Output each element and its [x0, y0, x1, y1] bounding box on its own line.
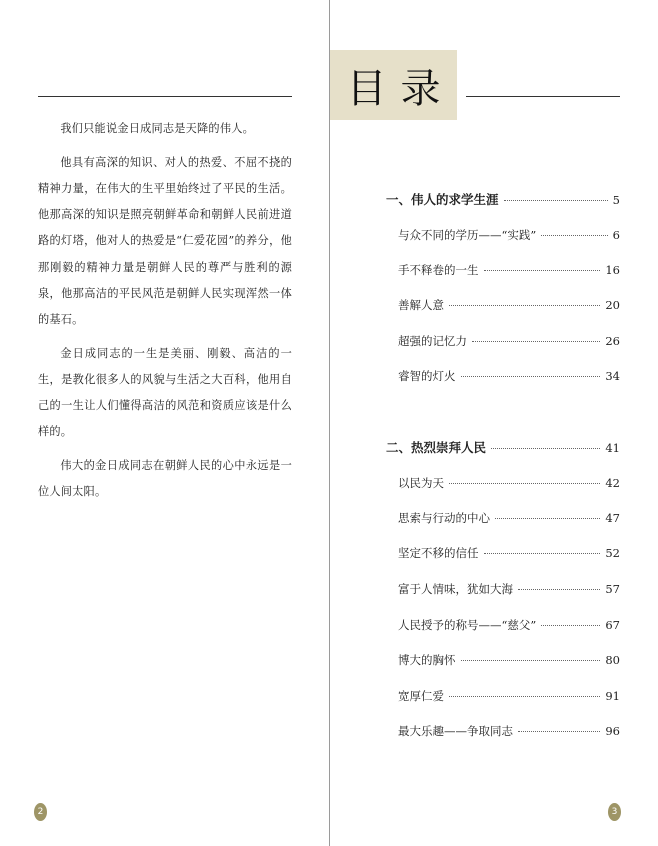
toc-entry-label: 善解人意: [398, 298, 444, 312]
toc-entry-label: 博大的胸怀: [398, 653, 456, 667]
toc-chapter-2[interactable]: [386, 438, 620, 456]
toc-entry[interactable]: [398, 617, 620, 633]
toc-leader-dots: [541, 625, 600, 626]
intro-paragraph-2: 他具有高深的知识、对人的热爱、不屈不挠的精神力量，在伟大的生平里始终过了平民的生活。他那高深的知识是照亮朝鲜革命和朝鲜人民前进道路的灯塔，他对人的热爱是“仁爱花园”的养分，他那刚毅的精神力量是朝鲜人民的尊严与胜利的源泉，他那高洁的平民风范是朝鲜人民实现浑然一体的基石。: [38, 155, 292, 326]
toc-entry[interactable]: [398, 297, 620, 313]
toc-entry-label: 富于人情味，犹如大海: [398, 582, 513, 596]
toc-leader-dots: [504, 200, 608, 201]
toc-chapter-label: 二、热烈崇拜人民: [386, 440, 487, 455]
toc-entry[interactable]: [398, 652, 620, 668]
toc-entry-label: 超强的记忆力: [398, 334, 467, 348]
toc-leader-dots: [449, 483, 600, 484]
toc-page-number: 5: [612, 193, 620, 207]
toc-page-number: 20: [605, 298, 620, 312]
toc-entry[interactable]: [398, 723, 620, 739]
toc-page-number: 47: [605, 511, 620, 525]
toc-entry-label: 宽厚仁爱: [398, 689, 444, 703]
intro-text: [38, 116, 292, 513]
toc-leader-dots: [461, 660, 601, 661]
toc-entry[interactable]: [398, 581, 620, 597]
toc-entry[interactable]: [398, 545, 620, 561]
left-page-number: 2: [34, 803, 47, 821]
toc-entry[interactable]: [398, 333, 620, 349]
toc-entry-label: 人民授予的称号——“慈父”: [398, 618, 537, 632]
toc-chapter-label: 一、伟人的求学生涯: [386, 192, 499, 207]
toc-leader-dots: [484, 270, 601, 271]
toc-leader-dots: [484, 553, 601, 554]
right-page-number: 3: [608, 803, 621, 821]
toc-page-number: 57: [605, 582, 620, 596]
toc-page-number: 52: [605, 546, 620, 560]
toc-leader-dots: [541, 235, 607, 236]
toc-title: 目录: [346, 65, 455, 112]
toc-entry-label: 手不释卷的一生: [398, 263, 479, 277]
toc-entry[interactable]: [398, 227, 620, 243]
toc-entry-label: 思索与行动的中心: [398, 511, 490, 525]
toc-entry-label: 坚定不移的信任: [398, 546, 479, 560]
toc-entry-label: 以民为天: [398, 476, 444, 490]
toc-leader-dots: [449, 305, 600, 306]
toc-entry-label: 最大乐趣——争取同志: [398, 724, 513, 738]
toc-page-number: 80: [605, 653, 620, 667]
toc-entry[interactable]: [398, 475, 620, 491]
toc-leader-dots: [491, 448, 600, 449]
toc-page-number: 96: [605, 724, 620, 738]
toc-page-number: 67: [605, 618, 620, 632]
toc-page-number: 91: [605, 689, 620, 703]
toc-leader-dots: [518, 731, 600, 732]
table-of-contents: [330, 0, 658, 846]
toc-page-number: 42: [605, 476, 620, 490]
toc-entry-label: 睿智的灯火: [398, 369, 456, 383]
toc-chapter-1[interactable]: [386, 190, 620, 208]
toc-leader-dots: [495, 518, 600, 519]
left-top-rule: [38, 96, 292, 97]
toc-entry-label: 与众不同的学历——“实践”: [398, 228, 537, 242]
toc-leader-dots: [449, 696, 600, 697]
intro-paragraph-4: 伟大的金日成同志在朝鲜人民的心中永远是一位人间太阳。: [38, 458, 292, 499]
toc-page-number: 6: [612, 228, 620, 242]
toc-page-number: 41: [605, 441, 620, 455]
toc-page-number: 26: [605, 334, 620, 348]
toc-entry[interactable]: [398, 688, 620, 704]
intro-paragraph-1: 我们只能说金日成同志是天降的伟人。: [60, 122, 254, 135]
toc-entry[interactable]: [398, 510, 620, 526]
toc-leader-dots: [518, 589, 600, 590]
toc-leader-dots: [472, 341, 600, 342]
intro-paragraph-3: 金日成同志的一生是美丽、刚毅、高洁的一生，是教化很多人的风貌与生活之大百科，他用自己的一生让人们懂得高洁的风范和资质应该是什么样的。: [38, 346, 292, 439]
toc-page-number: 16: [605, 263, 620, 277]
toc-entry[interactable]: [398, 262, 620, 278]
toc-leader-dots: [461, 376, 601, 377]
right-page: [330, 0, 658, 846]
toc-entry[interactable]: [398, 368, 620, 384]
toc-page-number: 34: [605, 369, 620, 383]
